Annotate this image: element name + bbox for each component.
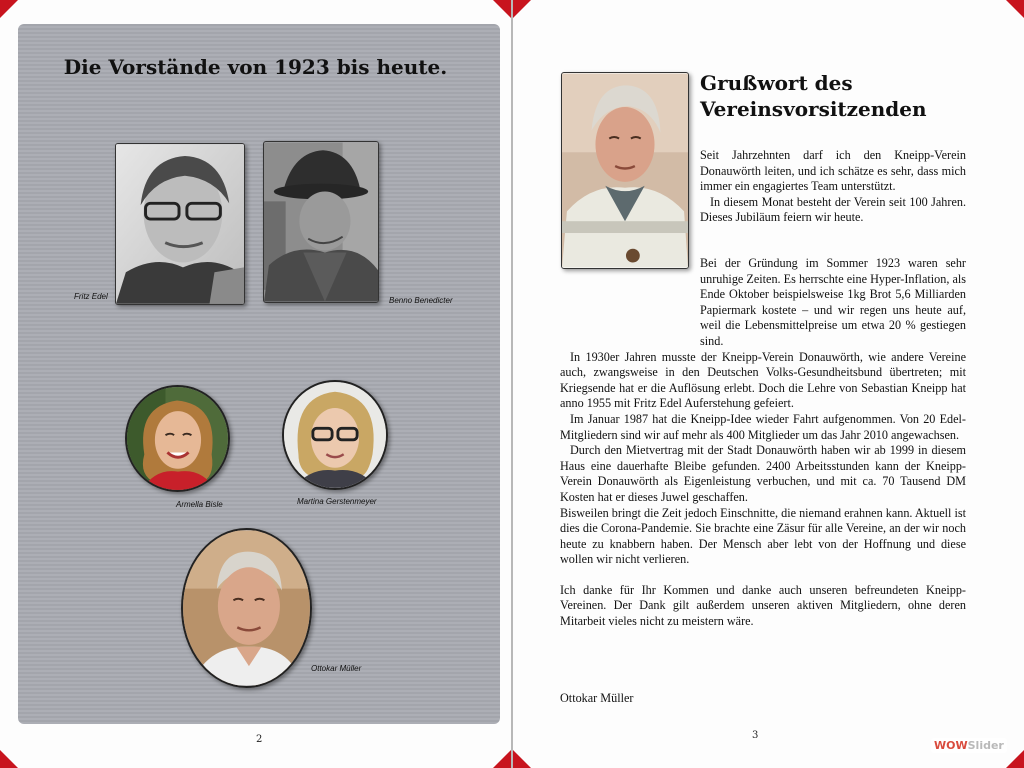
caption-martina-gerstenmeyer: Martina Gerstenmeyer xyxy=(297,497,377,506)
paragraph: In 1930er Jahren musste der Kneipp-Verein Donauwörth, wie andere Vereine auch, zwangsweise in den Deutschen Volks-Gesundheitsbund übertreten; mit Kriegsende hat er die Auflösung erlebt. Doch die Lehre von Sebastian Kneipp hat anno 1955 mit Fritz Edel Auferstehung gefeiert. xyxy=(560,349,966,411)
watermark-part: Slider xyxy=(967,739,1004,752)
heading-line: Grußwort des xyxy=(700,71,853,95)
corner-decoration xyxy=(493,0,511,18)
page-title: Die Vorstände von 1923 bis heute. xyxy=(63,55,448,79)
page-gutter xyxy=(511,0,513,768)
portrait-photo-benno-benedicter xyxy=(263,141,379,303)
paragraph: Im Januar 1987 hat die Kneipp-Idee wieder Fahrt aufgenommen. Von 20 Edel-Mitgliedern sind wir auf mehr als 400 Mitglieder um das Jahr 2010 angewachsen. xyxy=(560,411,966,442)
corner-decoration xyxy=(0,0,18,18)
page-number-left: 2 xyxy=(256,734,263,745)
paragraph: Seit Jahrzehnten darf ich den Kneipp-Verein Donauwörth leiten, und ich schätze es sehr, dass mich immer ein engagiertes Team unterstützt. xyxy=(700,148,966,194)
portrait-image xyxy=(116,144,244,304)
paragraph: Bei der Gründung im Sommer 1923 waren sehr unruhige Zeiten. Es herrschte eine Hyper-Inflation, als Ende Oktober beispielsweise 1kg Brot 5,6 Milliarden Papiermark kostete – und wir regen uns heute auf, weil die Lebensmittelpreise um etwa 20 % gestiegen sind. xyxy=(700,256,966,348)
paragraph: Durch den Mietvertrag mit der Stadt Donauwörth haben wir ab 1999 in diesem Haus eine dauerhafte Bleibe gefunden. 2400 Arbeitsstunden kann der Kneipp-Verein Donauwörth als Eigenleistung verbuchen, und mit ca. 70 Tausend DM Kosten hat er dieses Juwel geschaffen. xyxy=(560,443,966,504)
portrait-image xyxy=(183,530,310,686)
caption-ottokar-mueller: Ottokar Müller xyxy=(311,664,362,673)
portrait-photo-armella-bisle xyxy=(125,385,230,492)
main-text xyxy=(560,256,966,630)
paragraph: In diesem Monat besteht der Verein seit 100 Jahren. Dieses Jubiläum feiern wir heute. xyxy=(700,194,966,225)
portrait-photo-ottokar-mueller xyxy=(181,528,312,688)
page-number-right: 3 xyxy=(752,730,759,741)
corner-decoration xyxy=(513,750,531,768)
slider-watermark xyxy=(931,738,1007,753)
corner-decoration xyxy=(513,0,531,18)
paragraph: Ich danke für Ihr Kommen und danke auch unseren befreundeten Kneipp-Vereinen. Der Dank gilt außerdem unseren aktiven Mitgliedern, ohne deren Mitarbeit vieles nicht zu meistern wäre. xyxy=(560,582,966,629)
corner-decoration xyxy=(493,750,511,768)
corner-decoration xyxy=(1006,750,1024,768)
caption-armella-bisle: Armella Bisle xyxy=(176,500,223,509)
watermark-part: WOW xyxy=(934,739,968,752)
portrait-image xyxy=(127,387,228,490)
corner-decoration xyxy=(1006,0,1024,18)
greeting-heading xyxy=(700,70,970,122)
portrait-photo-chairman xyxy=(561,72,689,269)
portrait-photo-fritz-edel xyxy=(115,143,245,305)
heading-line: Vereinsvorsitzenden xyxy=(700,97,927,121)
intro-text xyxy=(700,148,966,226)
portrait-image xyxy=(264,142,378,302)
portrait-image xyxy=(284,382,386,488)
portrait-photo-martina-gerstenmeyer xyxy=(282,380,388,490)
paragraph: Bisweilen bringt die Zeit jedoch Einschnitte, die niemand erahnen kann. Aktuell ist dies die Corona-Pandemie. Sie brachte eine Zäsur für alle Vereine, an der wir noch heute zu knabbern haben. Der Mensch aber lebt von der Hoffnung und diese wollen wir nicht verlieren. xyxy=(560,505,966,567)
caption-benno-benedicter: Benno Benedicter xyxy=(389,296,453,305)
portrait-image xyxy=(562,73,688,268)
signature: Ottokar Müller xyxy=(560,691,634,705)
caption-fritz-edel: Fritz Edel xyxy=(74,292,108,301)
corner-decoration xyxy=(0,750,18,768)
